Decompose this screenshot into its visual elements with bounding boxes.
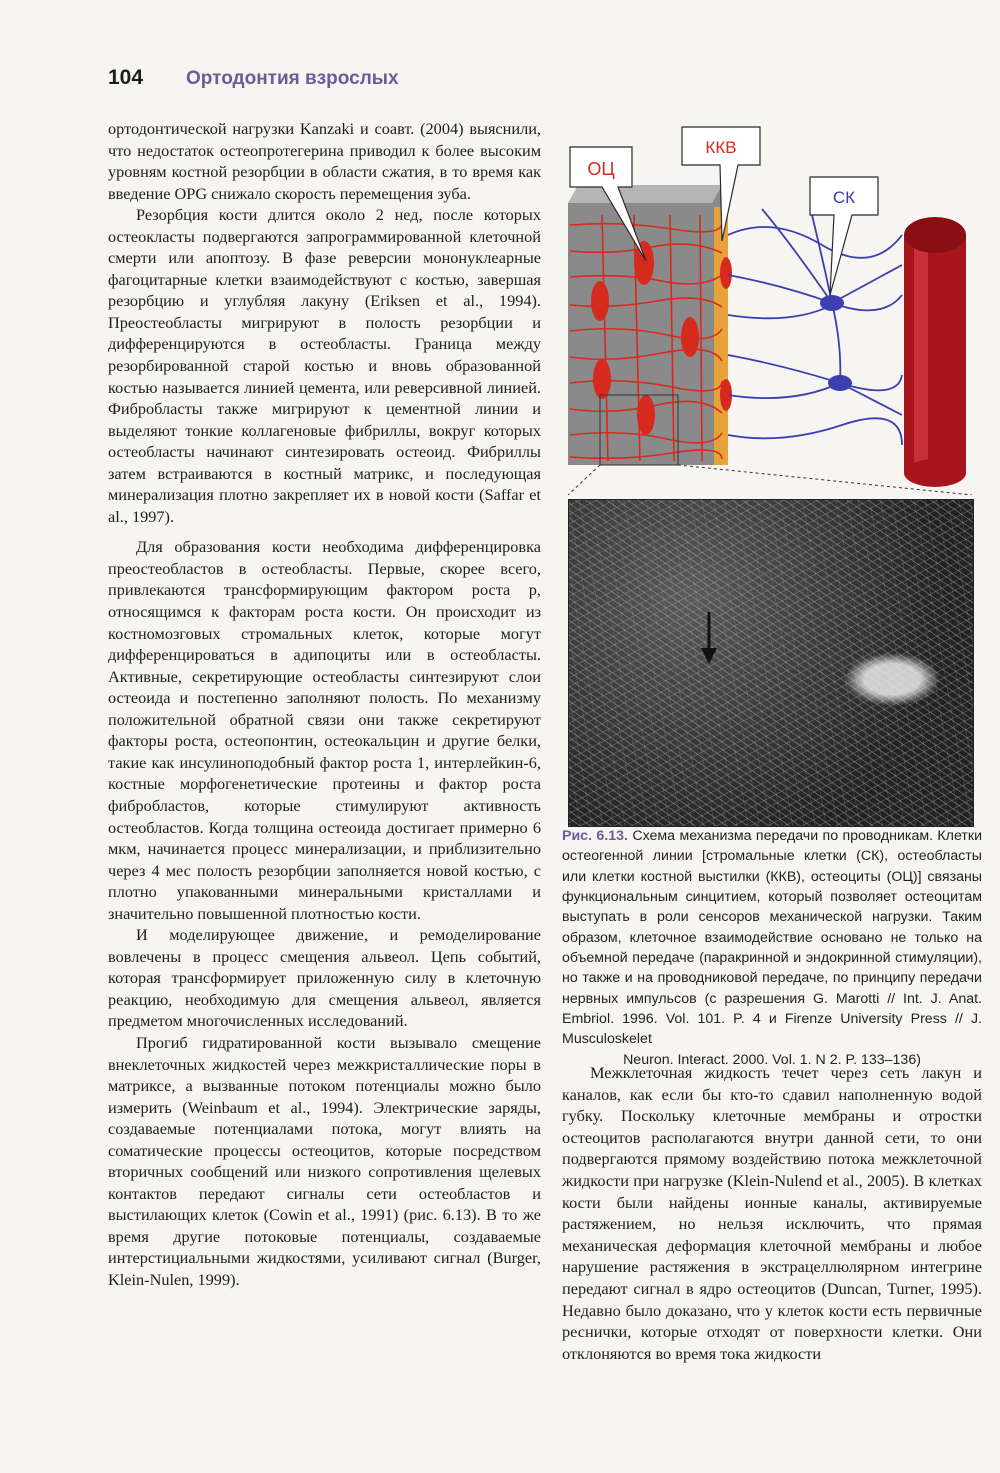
paragraph: Прогиб гидратированной кости вызывало смещение внеклеточных жидкостей через межкристаллические поры в матриксе, а вызванные потоком потенциалы можно было измерить (Weinbaum et al., 1994). Электрические заряды, создаваемые потенциалами потока, могут влиять на соматические процессы остеоцитов, которые посредством вторичных сообщений или низкого сопротивления щелевых контактов передают сигналы сети остеобластов и выстилающих клеток (Cowin et al., 1991) (рис. 6.13). В то же время другие потоковые потенциалы, создаваемые интерстициальными жидкостями, усиливают сигнал (Burger, Klein-Nulen, 1999). — [108, 1032, 541, 1289]
mechanotransduction-diagram — [562, 125, 982, 495]
svg-text:ККВ: ККВ — [705, 138, 737, 157]
right-column — [562, 1062, 982, 1364]
caption-text: Схема механизма передачи по проводникам. Клетки остеогенной линии [стромальные клетки (СК), остеобласты или клетки костной выстилки (ККВ), остеоциты (ОЦ)] связаны функциональным синцитием, который позволяет остеоцитам выступать в роли сенсоров механической нагрузки. Таким образом, клеточное взаимодействие основано не только на объемной передаче (паракринной и эндокринной стимуляции), но также и на проводниковой передаче, по принципу передачи нервных импульсов (с разрешения G. Marotti // Int. J. Anat. Embriol. 1996. Vol. 101. P. 4 и Firenze University Press // J. Musculoskelet — [562, 828, 983, 1048]
paragraph: Резорбция кости длится около 2 нед, после которых остеокласты подвергаются запрограммированной клеточной смерти или апоптозу. В фазе реверсии мононуклеарные фагоцитарные клетки взаимодействуют с костью, завершая резорбцию и углубляя лакуну (Eriksen et al., 1994). Преостеобласты мигрируют в полость резорбции и дифференцируются в остеобласты. Граница между резорбированной старой костью и вновь образованной костью называется линией цемента, или реверсивной линией. Фибробласты также мигрируют к цементной линии и выделяют тонкие коллагеновые фибриллы, вокруг которых остеобласты начинают синтезировать остеоид. Фибриллы затем встраиваются в костный матрикс, и последующая минерализация плотно закрепляет их в новой кости (Saffar et al., 1997). — [108, 205, 541, 526]
svg-text:ОЦ: ОЦ — [587, 159, 615, 179]
figure-label: Рис. 6.13. — [562, 828, 628, 844]
figure-caption — [562, 826, 982, 1070]
stromal-network — [728, 209, 902, 445]
paragraph: Межклеточная жидкость течет через сеть лакун и каналов, как если бы кто-то сдавил наполненную водой губку. Поскольку клеточные мембраны и отростки остеоцитов располагаются внутри данной сети, то они подвергаются прямому воздействию потока межклеточной жидкости при нагрузке (Klein-Nulend et al., 2005). В клетках кости были найдены ионные каналы, активируемые растяжением, но нельзя исключить, что прямая механическая деформация клеточной мембраны и любое нарушение растяжения в экстрацеллюлярном интегрине передают сигнал в ядро остеоцитов (Duncan, Turner, 1995). Недавно было доказано, что у клеток кости есть первичные реснички, которые отходят от поверхности клетки. Они отклоняются во время тока жидкости — [562, 1063, 982, 1363]
label-stromal-cells — [810, 177, 878, 295]
lining-cell-layer — [714, 207, 728, 465]
arrow-icon — [699, 612, 719, 666]
caption-last-line: Neuron. Interact. 2000. Vol. 1. N 2. P. 133–136) — [623, 1051, 921, 1068]
paragraph: ортодонтической нагрузки Kanzaki и соавт. (2004) выяснили, что недостаток остеопротегерина приводил к более высоким уровням костной резорбции в области сжатия, в то время как введение OPG снижало скорость перемещения зуба. — [108, 119, 541, 203]
page-number: 104 — [108, 66, 144, 89]
sem-micrograph — [568, 499, 974, 827]
paragraph: Для образования кости необходима дифференцировка преостеобластов в остеобласты. Первые, скорее всего, привлекаются трансформирующим фактором роста р, относящимся к факторам роста кости. Он происходит из костномозговых стромальных клеток, которые могут дифференцироваться в адипоциты или в остеобласты. Активные, секретирующие остеобласты синтезируют слои остеоида и постепенно заполняют полость. По механизму положительной обратной связи они также секретируют факторы роста, остеопонтин, остеокальцин и другие белки, такие как инсулиноподобный фактор роста 1, интерлейкин-6, костные морфогенетические протеины и фактор роста фибробластов, которые стимулируют активность остеобластов. Когда толщина остеоида достигает примерно 6 мкм, начинается процесс минерализации, и приблизительно через 4 мес полость резорбции заполняется новой костью, с плотно упакованными минеральными кристаллами и значительно повышенной плотностью кости. — [108, 537, 541, 923]
blood-vessel — [904, 235, 966, 473]
left-column — [108, 118, 541, 1291]
stromal-cells — [820, 295, 852, 391]
running-title: Ортодонтия взрослых — [186, 68, 399, 89]
paragraph: И моделирующее движение, и ремоделирование вовлечены в процесс смещения альвеол. Цепь событий, которая трансформирует приложенную силу в клеточную реакцию, необходимую для смещения альвеол, является предметом многочисленных исследований. — [108, 925, 541, 1031]
svg-text:СК: СК — [832, 188, 856, 207]
figure-6-13 — [562, 125, 982, 827]
